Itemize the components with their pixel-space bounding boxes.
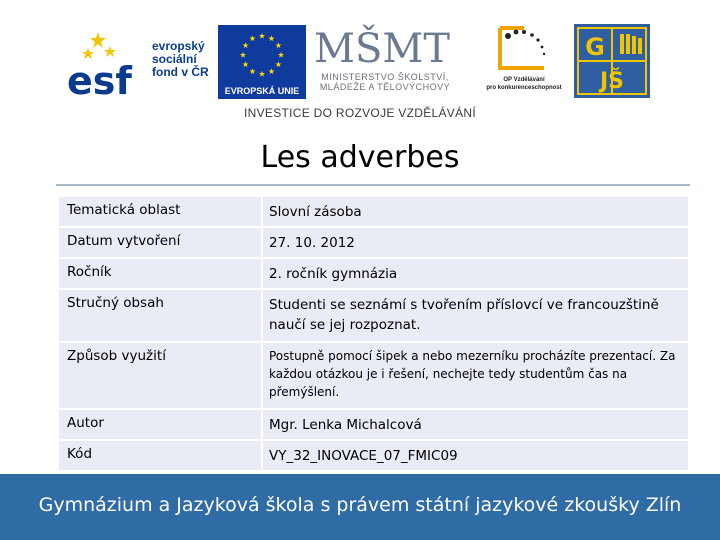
slide-title: Les adverbes [260, 140, 460, 175]
table-row [58, 409, 689, 440]
msmt-caption-line-2: MLÁDEŽE A TĚLOVÝCHOVY [319, 82, 451, 92]
eu-star-icon [268, 68, 274, 74]
svg-text:G: G [585, 33, 605, 61]
eu-star-icon [259, 33, 265, 39]
logo-strip [0, 0, 720, 130]
esf-caption-line-3: fond v ČR [152, 65, 209, 79]
footer-bar [0, 474, 720, 540]
table-row [58, 196, 689, 227]
eu-flag-icon [218, 25, 306, 85]
row-value: 2. ročník gymnázia [262, 258, 689, 289]
eu-star-icon [278, 52, 284, 58]
eu-star-icon [275, 61, 281, 67]
op-caption-line-2: pro konkurenceschopnost [486, 85, 562, 91]
eu-star-icon [249, 35, 255, 41]
table-row [58, 342, 689, 409]
eu-logo [218, 25, 306, 101]
row-label: Kód [58, 440, 262, 471]
svg-text:MŠMT: MŠMT [314, 26, 450, 72]
metadata-table [57, 195, 690, 472]
eu-star-icon [243, 61, 249, 67]
row-value: Mgr. Lenka Michalcová [262, 409, 689, 440]
op-logo [478, 22, 570, 100]
table-row [58, 258, 689, 289]
esf-caption-line-2: sociální [152, 52, 197, 66]
table-row [58, 289, 689, 342]
footer-school-name: Gymnázium a Jazyková škola s právem státní jazykové zkoušky Zlín [38, 494, 682, 516]
op-mark-icon [490, 22, 554, 74]
title-divider [56, 184, 690, 186]
svg-text:esf: esf [67, 59, 132, 103]
eu-star-icon [275, 42, 281, 48]
eu-star-icon [240, 52, 246, 58]
op-caption-line-1: OP Vzdělávání [503, 77, 545, 83]
msmt-logo [306, 18, 464, 100]
msmt-caption-line-1: MINISTERSTVO ŠKOLSTVÍ, [321, 72, 449, 82]
svg-text:JŠ: JŠ [599, 69, 625, 94]
row-label: Ročník [58, 258, 262, 289]
msmt-mark-icon [314, 18, 450, 72]
esf-caption [152, 40, 209, 79]
row-value: 27. 10. 2012 [262, 227, 689, 258]
row-label: Stručný obsah [58, 289, 262, 342]
eu-star-icon [243, 42, 249, 48]
eu-star-icon [249, 68, 255, 74]
row-value: Studenti se seznámí s tvořením příslovcí ve francouzštině naučí se jej rozpoznat. [262, 289, 689, 342]
eu-caption: EVROPSKÁ UNIE [218, 83, 306, 99]
row-label: Způsob využití [58, 342, 262, 409]
esf-logo [66, 26, 216, 103]
table-row [58, 227, 689, 258]
row-value: Slovní zásoba [262, 196, 689, 227]
row-value: VY_32_INOVACE_07_FMIC09 [262, 440, 689, 471]
esf-caption-line-1: evropský [152, 39, 205, 53]
row-label: Autor [58, 409, 262, 440]
eu-star-icon [259, 71, 265, 77]
table-row [58, 440, 689, 471]
op-caption [478, 76, 570, 92]
esf-mark-icon [66, 26, 148, 103]
row-label: Tematická oblast [58, 196, 262, 227]
row-value: Postupně pomocí šipek a nebo mezerníku procházíte prezentací. Za každou otázkou je i řešení, nechejte tedy studentům čas na přemýšlení. [262, 342, 689, 409]
investment-tagline: INVESTICE DO ROZVOJE VZDĚLÁVÁNÍ [243, 106, 476, 120]
gjs-logo-icon [572, 22, 652, 100]
msmt-caption [306, 72, 464, 92]
eu-star-icon [268, 35, 274, 41]
row-label: Datum vytvoření [58, 227, 262, 258]
